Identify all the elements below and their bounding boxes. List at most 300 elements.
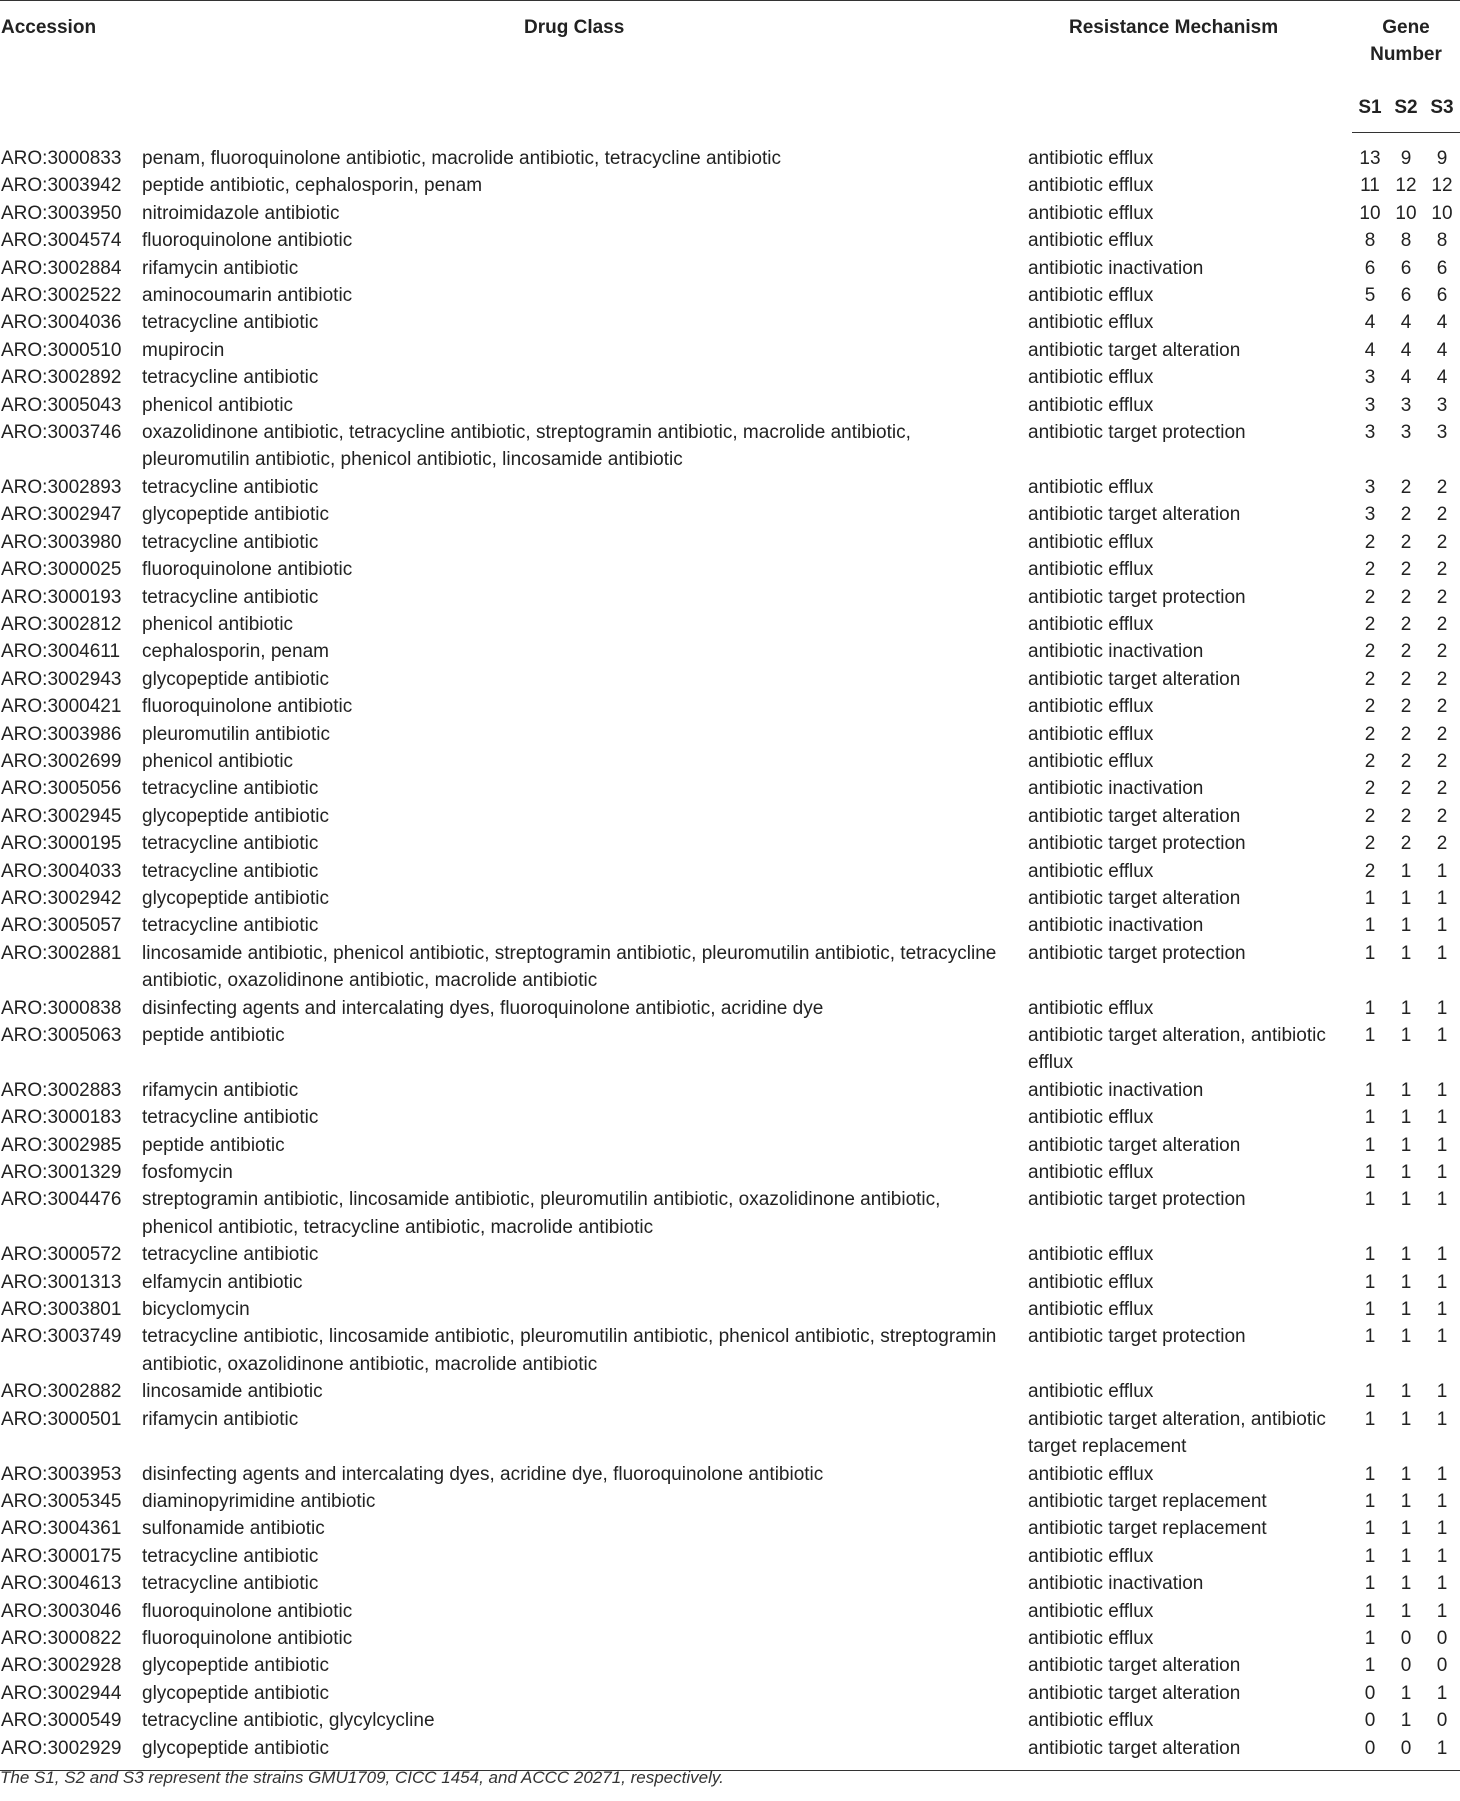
cell-resistance-mechanism: antibiotic target alteration xyxy=(1028,1735,1352,1771)
table-row xyxy=(0,1323,1460,1378)
table-row xyxy=(0,529,1460,556)
cell-s2: 0 xyxy=(1388,1735,1424,1771)
cell-s2: 2 xyxy=(1400,504,1412,526)
cell-drug-class: tetracycline antibiotic xyxy=(142,778,319,800)
table-row xyxy=(0,995,1460,1022)
cell-s3: 1 xyxy=(1436,1463,1448,1485)
cell-s1: 2 xyxy=(1364,805,1376,827)
cell-drug-class: tetracycline antibiotic xyxy=(142,1573,319,1595)
cell-drug-class: peptide antibiotic xyxy=(142,1025,285,1046)
cell-s1: 1 xyxy=(1364,1627,1376,1649)
cell-s2: 2 xyxy=(1400,586,1412,608)
table-row xyxy=(0,693,1460,720)
cell-s1: 1 xyxy=(1364,1573,1376,1595)
cell-accession: ARO:3003746 xyxy=(1,422,122,444)
table-row xyxy=(0,1159,1460,1186)
cell-s1: 2 xyxy=(1364,696,1376,718)
cell-s3: 2 xyxy=(1436,805,1448,827)
cell-resistance-mechanism: antibiotic target alteration, antibiotic efflux xyxy=(1028,1025,1326,1074)
cell-s3: 1 xyxy=(1436,1573,1448,1595)
cell-s3: 2 xyxy=(1436,833,1448,855)
cell-drug-class: mupirocin xyxy=(142,339,225,361)
cell-accession: ARO:3000822 xyxy=(1,1627,122,1649)
table-row xyxy=(0,474,1460,501)
cell-s2: 1 xyxy=(1400,942,1412,964)
cell-resistance-mechanism: antibiotic target replacement xyxy=(1028,1518,1267,1540)
cell-s1: 11 xyxy=(1360,175,1380,197)
cell-accession: ARO:3003950 xyxy=(1,202,122,224)
cell-s2: 1 xyxy=(1400,1025,1412,1046)
cell-accession: ARO:3002944 xyxy=(1,1682,122,1704)
cell-s3: 3 xyxy=(1436,422,1448,444)
cell-s3: 6 xyxy=(1436,257,1448,279)
cell-drug-class: lincosamide antibiotic xyxy=(142,1381,323,1403)
cell-accession: ARO:3004476 xyxy=(1,1189,122,1211)
cell-s3: 1 xyxy=(1436,1682,1448,1704)
table-row xyxy=(0,638,1460,665)
table-row xyxy=(0,392,1460,419)
cell-drug-class: peptide antibiotic, cephalosporin, penam xyxy=(142,175,483,197)
cell-accession: ARO:3002522 xyxy=(1,285,122,307)
cell-resistance-mechanism: antibiotic inactivation xyxy=(1028,915,1204,937)
cell-resistance-mechanism: antibiotic target protection xyxy=(1028,586,1246,608)
table-row xyxy=(0,584,1460,611)
cell-accession: ARO:3005057 xyxy=(1,915,122,937)
cell-resistance-mechanism: antibiotic target alteration xyxy=(1028,887,1241,909)
cell-accession: ARO:3005056 xyxy=(1,778,122,800)
cell-drug-class: tetracycline antibiotic, glycylcycline xyxy=(142,1710,435,1732)
cell-accession: ARO:3003801 xyxy=(1,1299,122,1321)
cell-accession: ARO:3002884 xyxy=(1,257,122,279)
cell-s2: 1 xyxy=(1400,1162,1412,1184)
cell-s1: 2 xyxy=(1364,668,1376,690)
cell-s3: 2 xyxy=(1436,476,1448,498)
table-header xyxy=(0,1,1460,133)
table-row xyxy=(0,255,1460,282)
cell-s2: 2 xyxy=(1400,778,1412,800)
cell-resistance-mechanism: antibiotic efflux xyxy=(1028,147,1154,169)
cell-accession: ARO:3000501 xyxy=(1,1408,122,1430)
cell-resistance-mechanism: antibiotic target protection xyxy=(1028,422,1246,444)
cell-s1: 10 xyxy=(1359,202,1381,224)
table-row xyxy=(0,1022,1460,1077)
cell-s2: 2 xyxy=(1400,750,1412,772)
cell-accession: ARO:3004613 xyxy=(1,1573,122,1595)
cell-resistance-mechanism: antibiotic target protection xyxy=(1028,1326,1246,1348)
cell-s2: 3 xyxy=(1400,394,1412,416)
cell-resistance-mechanism: antibiotic target protection xyxy=(1028,833,1246,855)
cell-accession: ARO:3002943 xyxy=(1,668,122,690)
cell-accession: ARO:3002928 xyxy=(1,1655,122,1677)
cell-s1: 2 xyxy=(1364,778,1376,800)
table-row xyxy=(0,364,1460,391)
cell-resistance-mechanism: antibiotic target protection xyxy=(1028,942,1246,964)
cell-s3: 12 xyxy=(1431,175,1453,197)
cell-s2: 0 xyxy=(1400,1627,1412,1649)
cell-s2: 9 xyxy=(1400,148,1412,169)
cell-accession: ARO:3005345 xyxy=(1,1490,122,1512)
cell-resistance-mechanism: antibiotic efflux xyxy=(1028,1463,1154,1485)
cell-resistance-mechanism: antibiotic efflux xyxy=(1028,476,1154,498)
cell-resistance-mechanism: antibiotic efflux xyxy=(1028,1627,1154,1649)
cell-drug-class: phenicol antibiotic xyxy=(142,750,294,772)
cell-resistance-mechanism: antibiotic target alteration xyxy=(1028,1655,1241,1677)
table-row xyxy=(0,1461,1460,1488)
cell-drug-class: tetracycline antibiotic xyxy=(142,586,319,608)
cell-s1: 1 xyxy=(1364,1655,1376,1677)
cell-resistance-mechanism: antibiotic target alteration xyxy=(1028,1682,1241,1704)
cell-s2: 1 xyxy=(1400,1408,1412,1430)
cell-drug-class: fosfomycin xyxy=(142,1162,233,1184)
cell-accession: ARO:3002893 xyxy=(1,476,122,498)
cell-accession: ARO:3004033 xyxy=(1,860,122,882)
cell-s2: 10 xyxy=(1395,202,1417,224)
cell-s1: 4 xyxy=(1364,339,1376,361)
cell-s1: 1 xyxy=(1364,1271,1376,1293)
cell-drug-class: glycopeptide antibiotic xyxy=(142,504,329,526)
cell-accession: ARO:3000193 xyxy=(1,586,122,608)
table-row xyxy=(0,1598,1460,1625)
cell-s2: 1 xyxy=(1400,1545,1412,1567)
cell-resistance-mechanism: antibiotic efflux xyxy=(1028,1107,1154,1129)
cell-s2: 1 xyxy=(1400,1271,1412,1293)
cell-s1: 8 xyxy=(1364,230,1376,252)
header-gene-number: Gene Number xyxy=(1370,17,1442,65)
cell-drug-class: glycopeptide antibiotic xyxy=(142,887,329,909)
table-row xyxy=(0,501,1460,528)
cell-s2: 1 xyxy=(1400,1189,1412,1211)
cell-s1: 1 xyxy=(1364,915,1376,937)
cell-resistance-mechanism: antibiotic target alteration xyxy=(1028,1134,1241,1156)
cell-s1: 1 xyxy=(1364,1463,1376,1485)
cell-accession: ARO:3002881 xyxy=(1,942,122,964)
cell-accession: ARO:3002945 xyxy=(1,805,122,827)
cell-accession: ARO:3000175 xyxy=(1,1545,122,1567)
cell-s2: 1 xyxy=(1400,1326,1412,1348)
header-s1: S1 xyxy=(1352,82,1388,133)
cell-s1: 1 xyxy=(1364,1162,1376,1184)
cell-drug-class: rifamycin antibiotic xyxy=(142,1408,299,1430)
cell-drug-class: diaminopyrimidine antibiotic xyxy=(142,1490,376,1512)
cell-resistance-mechanism: antibiotic target alteration xyxy=(1028,805,1241,827)
cell-accession: ARO:3000195 xyxy=(1,833,122,855)
table-row xyxy=(0,666,1460,693)
header-s2: S2 xyxy=(1388,82,1424,133)
cell-resistance-mechanism: antibiotic inactivation xyxy=(1028,641,1204,663)
cell-drug-class: oxazolidinone antibiotic, tetracycline antibiotic, streptogramin antibiotic, macrolide antibiotic, pleuromutilin antibiotic, phenicol antibiotic, lincosamide antibiotic xyxy=(142,422,911,471)
table-row xyxy=(0,1652,1460,1679)
cell-s1: 1 xyxy=(1364,942,1376,964)
cell-s1: 2 xyxy=(1364,723,1376,745)
cell-drug-class: glycopeptide antibiotic xyxy=(142,805,329,827)
cell-s3: 2 xyxy=(1436,531,1448,553)
table-row xyxy=(0,611,1460,638)
cell-s3: 2 xyxy=(1436,559,1448,581)
cell-s1: 1 xyxy=(1364,1189,1376,1211)
cell-s1: 1 xyxy=(1364,1299,1376,1321)
cell-s2: 1 xyxy=(1400,1710,1412,1732)
cell-s1: 1 xyxy=(1364,1381,1376,1403)
cell-s3: 1 xyxy=(1436,1518,1448,1540)
cell-accession: ARO:3002892 xyxy=(1,367,122,389)
cell-s1: 2 xyxy=(1364,559,1376,581)
cell-drug-class: lincosamide antibiotic, phenicol antibiotic, streptogramin antibiotic, pleuromutilin antibiotic, tetracycline antibiotic, oxazolidinone antibiotic, macrolide antibiotic xyxy=(142,942,997,992)
cell-accession: ARO:3003046 xyxy=(1,1600,122,1622)
cell-resistance-mechanism: antibiotic inactivation xyxy=(1028,1079,1204,1101)
cell-drug-class: disinfecting agents and intercalating dyes, acridine dye, fluoroquinolone antibiotic xyxy=(142,1463,824,1485)
header-s3: S3 xyxy=(1424,82,1460,133)
cell-s2: 1 xyxy=(1400,1299,1412,1321)
cell-resistance-mechanism: antibiotic target alteration xyxy=(1028,668,1241,690)
table-row xyxy=(0,748,1460,775)
cell-drug-class: fluoroquinolone antibiotic xyxy=(142,1627,353,1649)
cell-s2: 12 xyxy=(1395,175,1417,197)
cell-drug-class: tetracycline antibiotic xyxy=(142,833,319,855)
cell-resistance-mechanism: antibiotic efflux xyxy=(1028,997,1154,1019)
cell-s3: 10 xyxy=(1431,202,1453,224)
cell-resistance-mechanism: antibiotic efflux xyxy=(1028,230,1154,252)
cell-s2: 2 xyxy=(1400,696,1412,718)
cell-s3: 0 xyxy=(1436,1655,1448,1677)
cell-accession: ARO:3005063 xyxy=(1,1025,122,1046)
cell-drug-class: streptogramin antibiotic, lincosamide antibiotic, pleuromutilin antibiotic, oxazolidinone antibiotic, phenicol antibiotic, tetracycline antibiotic, macrolide antibiotic xyxy=(142,1189,941,1238)
header-resistance-mechanism: Resistance Mechanism xyxy=(1069,17,1279,38)
cell-s1: 1 xyxy=(1364,1079,1376,1101)
cell-resistance-mechanism: antibiotic efflux xyxy=(1028,1710,1154,1732)
cell-s2: 4 xyxy=(1400,312,1412,334)
cell-s2: 4 xyxy=(1400,367,1412,389)
cell-s2: 1 xyxy=(1400,860,1412,882)
table-row xyxy=(0,419,1460,474)
cell-resistance-mechanism: antibiotic efflux xyxy=(1028,613,1154,635)
cell-s1: 13 xyxy=(1359,148,1381,169)
cell-s1: 1 xyxy=(1364,1107,1376,1129)
cell-s2: 2 xyxy=(1400,613,1412,635)
cell-s1: 1 xyxy=(1364,997,1376,1019)
cell-resistance-mechanism: antibiotic efflux xyxy=(1028,1381,1154,1403)
cell-accession: ARO:3003942 xyxy=(1,175,122,197)
cell-drug-class: tetracycline antibiotic xyxy=(142,1545,319,1567)
cell-s3: 3 xyxy=(1436,394,1448,416)
cell-accession: ARO:3003749 xyxy=(1,1326,122,1348)
cell-s2: 1 xyxy=(1400,915,1412,937)
cell-s2: 1 xyxy=(1400,1381,1412,1403)
cell-s2: 3 xyxy=(1400,422,1412,444)
table-row xyxy=(0,1543,1460,1570)
header-drug-class xyxy=(142,1,1028,133)
cell-accession: ARO:3003953 xyxy=(1,1463,122,1485)
cell-resistance-mechanism: antibiotic efflux xyxy=(1028,696,1154,718)
table-row xyxy=(0,1104,1460,1131)
cell-s3: 1 xyxy=(1436,1381,1448,1403)
cell-s3: 1 xyxy=(1436,1025,1448,1046)
cell-drug-class: bicyclomycin xyxy=(142,1299,250,1321)
cell-s2: 1 xyxy=(1400,1463,1412,1485)
cell-s3: 0 xyxy=(1436,1710,1448,1732)
table-row xyxy=(0,858,1460,885)
cell-s2: 1 xyxy=(1400,1573,1412,1595)
table-row xyxy=(0,337,1460,364)
cell-s2: 2 xyxy=(1400,668,1412,690)
cell-s3: 1 xyxy=(1424,1735,1460,1771)
cell-s3: 6 xyxy=(1436,285,1448,307)
cell-s2: 6 xyxy=(1400,285,1412,307)
cell-s3: 1 xyxy=(1436,1600,1448,1622)
cell-s2: 2 xyxy=(1400,723,1412,745)
cell-drug-class: rifamycin antibiotic xyxy=(142,257,299,279)
cell-s2: 4 xyxy=(1400,339,1412,361)
cell-drug-class: tetracycline antibiotic xyxy=(142,312,319,334)
table-row xyxy=(0,940,1460,995)
cell-accession: ARO:3002985 xyxy=(1,1134,122,1156)
cell-s1: 3 xyxy=(1364,367,1376,389)
cell-s1: 0 xyxy=(1364,1682,1376,1704)
table-row xyxy=(0,1406,1460,1461)
table-row xyxy=(0,556,1460,583)
cell-drug-class: tetracycline antibiotic xyxy=(142,915,319,937)
cell-s2: 2 xyxy=(1400,476,1412,498)
cell-drug-class: rifamycin antibiotic xyxy=(142,1079,299,1101)
cell-s1: 1 xyxy=(1364,1025,1376,1046)
cell-s1: 2 xyxy=(1364,613,1376,635)
cell-accession: ARO:3000572 xyxy=(1,1244,122,1266)
cell-s3: 1 xyxy=(1436,1162,1448,1184)
cell-s3: 1 xyxy=(1436,1545,1448,1567)
cell-resistance-mechanism: antibiotic efflux xyxy=(1028,860,1154,882)
cell-s2: 1 xyxy=(1400,1682,1412,1704)
cell-s3: 2 xyxy=(1436,504,1448,526)
cell-s2: 2 xyxy=(1400,559,1412,581)
cell-s2: 1 xyxy=(1400,1107,1412,1129)
cell-s1: 2 xyxy=(1364,860,1376,882)
cell-accession: ARO:3004361 xyxy=(1,1518,122,1540)
cell-drug-class: tetracycline antibiotic, lincosamide antibiotic, pleuromutilin antibiotic, phenicol antibiotic, streptogramin antibiotic, oxazolidinone antibiotic, macrolide antibiotic xyxy=(142,1326,997,1375)
cell-resistance-mechanism: antibiotic inactivation xyxy=(1028,778,1204,800)
cell-s2: 1 xyxy=(1400,997,1412,1019)
cell-s2: 6 xyxy=(1400,257,1412,279)
cell-drug-class: disinfecting agents and intercalating dyes, fluoroquinolone antibiotic, acridine dye xyxy=(142,997,824,1019)
cell-s3: 1 xyxy=(1436,860,1448,882)
cell-s1: 2 xyxy=(1364,586,1376,608)
cell-s3: 1 xyxy=(1436,1299,1448,1321)
cell-accession: ARO:3004574 xyxy=(1,230,122,252)
cell-accession: ARO:3002812 xyxy=(1,613,122,635)
cell-s2: 1 xyxy=(1400,1490,1412,1512)
table-row xyxy=(0,1488,1460,1515)
cell-s1: 1 xyxy=(1364,1518,1376,1540)
cell-s2: 2 xyxy=(1400,531,1412,553)
cell-accession: ARO:3001313 xyxy=(1,1271,122,1293)
header-drug-class-label: Drug Class xyxy=(524,17,625,38)
table-row xyxy=(0,1296,1460,1323)
cell-drug-class: pleuromutilin antibiotic xyxy=(142,723,330,745)
cell-resistance-mechanism: antibiotic inactivation xyxy=(1028,1573,1204,1595)
cell-s3: 2 xyxy=(1436,613,1448,635)
cell-s1: 4 xyxy=(1364,312,1376,334)
cell-drug-class: sulfonamide antibiotic xyxy=(142,1518,325,1540)
cell-accession: ARO:3002942 xyxy=(1,887,122,909)
cell-resistance-mechanism: antibiotic efflux xyxy=(1028,367,1154,389)
cell-s2: 1 xyxy=(1400,1244,1412,1266)
cell-s1: 0 xyxy=(1364,1710,1376,1732)
table-row xyxy=(0,1077,1460,1104)
cell-s3: 4 xyxy=(1436,339,1448,361)
cell-s1: 1 xyxy=(1364,1244,1376,1266)
cell-s2: 1 xyxy=(1400,1600,1412,1622)
cell-drug-class: glycopeptide antibiotic xyxy=(142,1655,329,1677)
cell-s3: 1 xyxy=(1436,1189,1448,1211)
cell-s1: 1 xyxy=(1364,1326,1376,1348)
cell-s3: 2 xyxy=(1436,696,1448,718)
cell-accession: ARO:3002929 xyxy=(0,1735,142,1771)
cell-drug-class: tetracycline antibiotic xyxy=(142,1244,319,1266)
cell-s1: 1 xyxy=(1364,1600,1376,1622)
table-row xyxy=(0,775,1460,802)
cell-drug-class: fluoroquinolone antibiotic xyxy=(142,696,353,718)
cell-s1: 1 xyxy=(1364,1545,1376,1567)
cell-s3: 1 xyxy=(1436,1490,1448,1512)
cell-resistance-mechanism: antibiotic target alteration xyxy=(1028,339,1241,361)
cell-accession: ARO:3004036 xyxy=(1,312,122,334)
table-row xyxy=(0,830,1460,857)
cell-accession: ARO:3002699 xyxy=(1,750,122,772)
cell-resistance-mechanism: antibiotic inactivation xyxy=(1028,257,1204,279)
cell-s3: 2 xyxy=(1436,641,1448,663)
table-row xyxy=(0,1570,1460,1597)
cell-resistance-mechanism: antibiotic efflux xyxy=(1028,312,1154,334)
cell-s3: 1 xyxy=(1436,942,1448,964)
cell-resistance-mechanism: antibiotic efflux xyxy=(1028,1600,1154,1622)
cell-s3: 4 xyxy=(1436,367,1448,389)
cell-accession: ARO:3000183 xyxy=(1,1107,122,1129)
cell-s3: 0 xyxy=(1436,1627,1448,1649)
cell-s1: 1 xyxy=(1364,887,1376,909)
table-row xyxy=(0,1515,1460,1542)
cell-resistance-mechanism: antibiotic target protection xyxy=(1028,1189,1246,1211)
table-row xyxy=(0,912,1460,939)
cell-resistance-mechanism: antibiotic efflux xyxy=(1028,285,1154,307)
table-row xyxy=(0,1707,1460,1734)
cell-resistance-mechanism: antibiotic efflux xyxy=(1028,1162,1154,1184)
cell-drug-class: penam, fluoroquinolone antibiotic, macrolide antibiotic, tetracycline antibiotic xyxy=(142,147,781,169)
cell-accession: ARO:3005043 xyxy=(1,394,122,416)
table-row xyxy=(0,1625,1460,1652)
cell-s3: 2 xyxy=(1436,750,1448,772)
cell-s1: 2 xyxy=(1364,641,1376,663)
cell-s1: 2 xyxy=(1364,750,1376,772)
header-accession: Accession xyxy=(1,17,97,38)
cell-s3: 2 xyxy=(1436,586,1448,608)
table-row xyxy=(0,1680,1460,1707)
cell-accession: ARO:3001329 xyxy=(1,1162,122,1184)
cell-s3: 1 xyxy=(1436,997,1448,1019)
cell-accession: ARO:3000510 xyxy=(1,339,122,361)
cell-drug-class: tetracycline antibiotic xyxy=(142,367,319,389)
cell-drug-class: tetracycline antibiotic xyxy=(142,860,319,882)
cell-resistance-mechanism: antibiotic efflux xyxy=(1028,175,1154,197)
cell-drug-class: fluoroquinolone antibiotic xyxy=(142,559,353,581)
cell-drug-class: cephalosporin, penam xyxy=(142,641,329,663)
cell-resistance-mechanism: antibiotic target alteration xyxy=(1028,504,1241,526)
cell-drug-class: peptide antibiotic xyxy=(142,1134,285,1156)
table-row xyxy=(0,282,1460,309)
cell-drug-class: nitroimidazole antibiotic xyxy=(142,202,340,224)
cell-s2: 8 xyxy=(1400,230,1412,252)
cell-drug-class: glycopeptide antibiotic xyxy=(142,1682,329,1704)
cell-drug-class: tetracycline antibiotic xyxy=(142,476,319,498)
cell-s2: 2 xyxy=(1400,833,1412,855)
cell-s1: 3 xyxy=(1364,394,1376,416)
